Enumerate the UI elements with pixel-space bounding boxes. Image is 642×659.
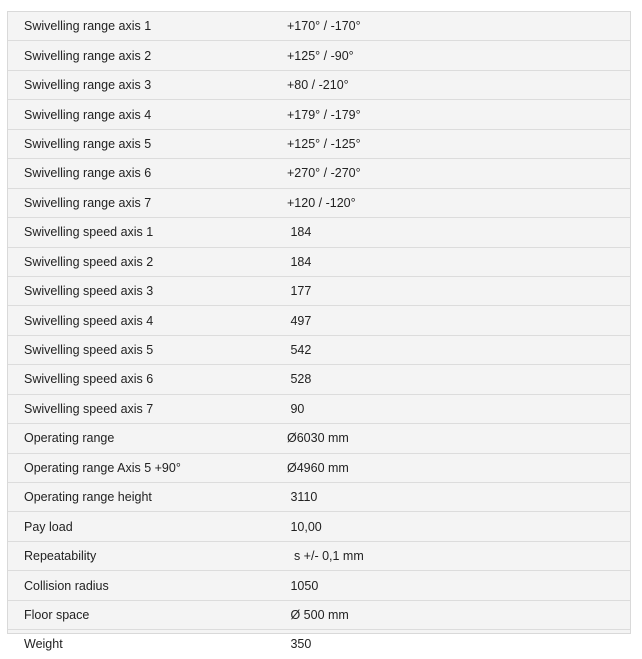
table-row (8, 247, 630, 276)
spec-label: Swivelling range axis 1 (8, 12, 271, 41)
spec-label: Swivelling speed axis 6 (8, 365, 271, 394)
spec-label: Swivelling speed axis 5 (8, 335, 271, 364)
spec-label: Operating range height (8, 483, 271, 512)
table-row (8, 541, 630, 570)
table-row (8, 306, 630, 335)
spec-label: Swivelling speed axis 2 (8, 247, 271, 276)
spec-label: Swivelling speed axis 3 (8, 276, 271, 305)
spec-value: Ø4960 mm (271, 453, 630, 482)
spec-value: +125° / -125° (271, 129, 630, 158)
spec-label: Swivelling range axis 7 (8, 188, 271, 217)
table-row (8, 70, 630, 99)
spec-label: Swivelling speed axis 7 (8, 394, 271, 423)
spec-label: Swivelling range axis 6 (8, 159, 271, 188)
spec-value: +125° / -90° (271, 41, 630, 70)
table-row (8, 129, 630, 158)
spec-label: Swivelling range axis 5 (8, 129, 271, 158)
table-row (8, 600, 630, 629)
spec-value: 90 (271, 394, 630, 423)
spec-value: +120 / -120° (271, 188, 630, 217)
table-row (8, 159, 630, 188)
table-row (8, 483, 630, 512)
spec-value: 350 (287, 637, 312, 652)
table-row (8, 335, 630, 364)
spec-value: 3110 (271, 483, 630, 512)
spec-value: Ø 500 mm (271, 600, 630, 629)
table-row (8, 394, 630, 423)
table-row (8, 512, 630, 541)
spec-label: Operating range (8, 424, 271, 453)
table-row (8, 365, 630, 394)
spec-value: +80 / -210° (271, 70, 630, 99)
table-row (8, 276, 630, 305)
spec-value: 184 (271, 247, 630, 276)
spec-value: 1050 (271, 571, 630, 600)
spec-value: 542 (271, 335, 630, 364)
spec-value: 10,00 (271, 512, 630, 541)
table-row (8, 100, 630, 129)
table-row (8, 424, 630, 453)
table-row (8, 571, 630, 600)
spec-value: 184 (271, 218, 630, 247)
spec-value: +170° / -170° (271, 12, 630, 41)
table-row (8, 41, 630, 70)
spec-table-container (7, 11, 631, 652)
table-row (8, 630, 630, 659)
table-row (8, 188, 630, 217)
spec-label: Swivelling range axis 4 (8, 100, 271, 129)
spec-value: 177 (271, 276, 630, 305)
spec-value: 528 (271, 365, 630, 394)
spec-label: Weight (24, 637, 63, 652)
spec-value: +179° / -179° (271, 100, 630, 129)
spec-label: Swivelling range axis 3 (8, 70, 271, 99)
spec-label: Swivelling range axis 2 (8, 41, 271, 70)
spec-label: Collision radius (8, 571, 271, 600)
spec-label: Repeatability (8, 541, 271, 570)
spec-value: 497 (271, 306, 630, 335)
spec-label: Swivelling speed axis 1 (8, 218, 271, 247)
spec-label: Floor space (8, 600, 271, 629)
spec-value: Ø6030 mm (271, 424, 630, 453)
spec-table-body (8, 12, 630, 659)
spec-value: +270° / -270° (271, 159, 630, 188)
table-row (8, 453, 630, 482)
spec-label: Operating range Axis 5 +90° (8, 453, 271, 482)
spec-table (8, 12, 630, 659)
spec-label: Pay load (8, 512, 271, 541)
spec-label: Swivelling speed axis 4 (8, 306, 271, 335)
table-row (8, 218, 630, 247)
spec-value: s +/- 0,1 mm (271, 541, 630, 570)
table-row (8, 12, 630, 41)
